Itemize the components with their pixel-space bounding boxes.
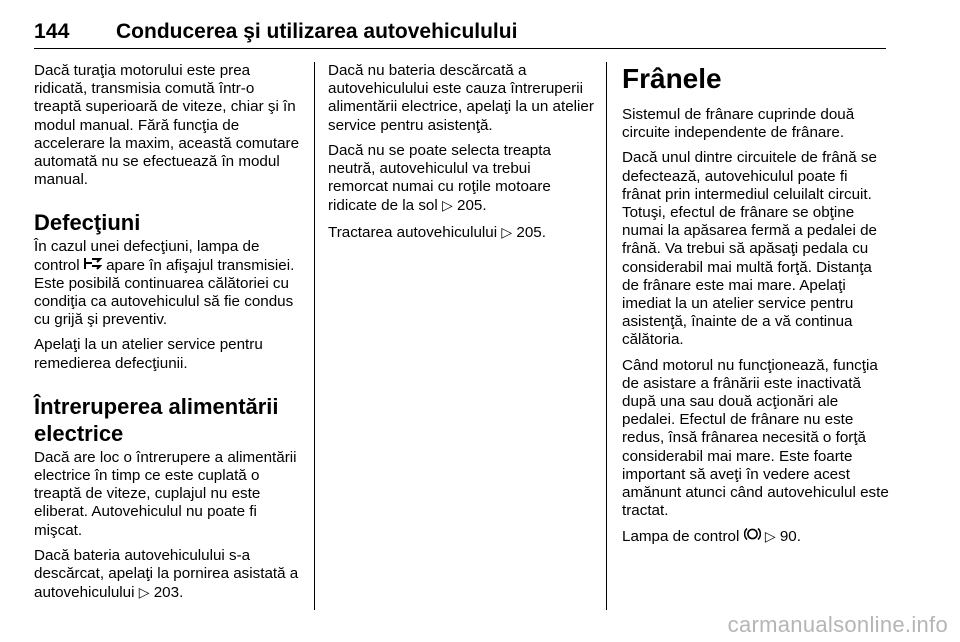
column-divider <box>606 62 607 610</box>
brake-warning-icon <box>744 528 761 545</box>
heading-defectiuni: Defecţiuni <box>34 210 141 236</box>
heading-franele: Frânele <box>622 63 722 94</box>
page-reference-arrow-icon: ▷ <box>764 528 776 545</box>
text-run: Dacă bateria autovehiculului s-a descărcat, apelaţi la pornirea asistată a autovehiculului <box>34 546 299 602</box>
column-2 <box>328 62 594 249</box>
page-reference-arrow-icon: ▷ <box>501 223 513 240</box>
paragraph: Dacă turaţia motorului este prea ridicată, transmisia comută într-o treaptă superioară de viteze, chiar şi în modul manual. Fără funcţia de accelerare la maxim, această comutare automată nu se efectuează în modul manual. <box>34 62 300 189</box>
text-run: Lampa de control <box>622 528 740 546</box>
header-rule <box>34 48 886 49</box>
column-3 <box>622 62 890 554</box>
paragraph: Apelaţi la un atelier service pentru remedierea defecţiunii. <box>34 336 263 372</box>
paragraph: Sistemul de frânare cuprinde două circuite independente de frânare. <box>622 106 855 142</box>
paragraph <box>328 142 594 216</box>
page-reference-arrow-icon: ▷ <box>138 584 150 601</box>
page-reference[interactable]: 203. <box>153 584 184 602</box>
paragraph <box>622 527 890 546</box>
page-number: 144 <box>34 20 70 43</box>
paragraph: Dacă nu bateria descărcată a autovehiculului este cauza întreruperii alimentării electrice, apelaţi la un atelier service pentru asistenţă. <box>328 62 594 134</box>
column-divider <box>314 62 315 610</box>
text-run: apare în afişajul transmisiei. Este posibilă continuarea călătoriei cu condiţia ca autovehiculul să fie condus cu grijă şi preventiv. <box>34 256 295 329</box>
transmission-warning-icon <box>84 257 102 274</box>
column-1 <box>34 62 300 609</box>
text-run: Dacă nu se poate selecta treapta neutră, autovehiculul va trebui remorcat numai cu roţile motoare ridicate de la sol <box>328 141 551 215</box>
paragraph: Dacă are loc o întrerupere a alimentării electrice în timp ce este cuplată o treaptă de viteze, cuplajul nu este eliberat. Autovehiculul nu poate fi mişcat. <box>34 448 297 539</box>
page-reference[interactable]: 90. <box>779 528 801 546</box>
text-run: Tractarea autovehiculului <box>328 223 498 241</box>
heading-intrerupere: Întreruperea alimentării electrice <box>34 393 279 446</box>
watermark: carmanualsonline.info <box>727 612 948 637</box>
chapter-title: Conducerea şi utilizarea autovehiculului <box>116 20 518 43</box>
page-header <box>34 6 924 46</box>
paragraph: Dacă unul dintre circuitele de frână se defectează, autovehiculul poate fi frânat prin intermediul celuilalt circuit. Totuşi, efectul de frânare se obţine numai la apăsarea fermă a pedalei de frână. Va trebui să apăsaţi pedala cu considerabil mai multă forţă. Distanţa de frânare este mai mare. Apelaţi imediat la un atelier service pentru asistenţă, înainte de a vă continua călătoria. <box>622 149 877 349</box>
text-run: În cazul unei defecţiuni, lampa de control <box>34 238 260 274</box>
paragraph: Când motorul nu funcţionează, funcţia de asistare a frânării este inactivată după una sau două acţionări ale pedalei. Efectul de frânare nu este redus, însă frânarea necesită o forţă considerabil mai mare. Este foarte important să aveţi în vedere acest amănunt atunci când autovehiculul este tractat. <box>622 356 889 520</box>
paragraph <box>328 223 594 242</box>
paragraph <box>34 547 300 603</box>
paragraph <box>34 238 300 329</box>
page-reference[interactable]: 205. <box>516 223 546 241</box>
page-reference[interactable]: 205. <box>457 197 487 215</box>
page-reference-arrow-icon: ▷ <box>441 197 453 214</box>
